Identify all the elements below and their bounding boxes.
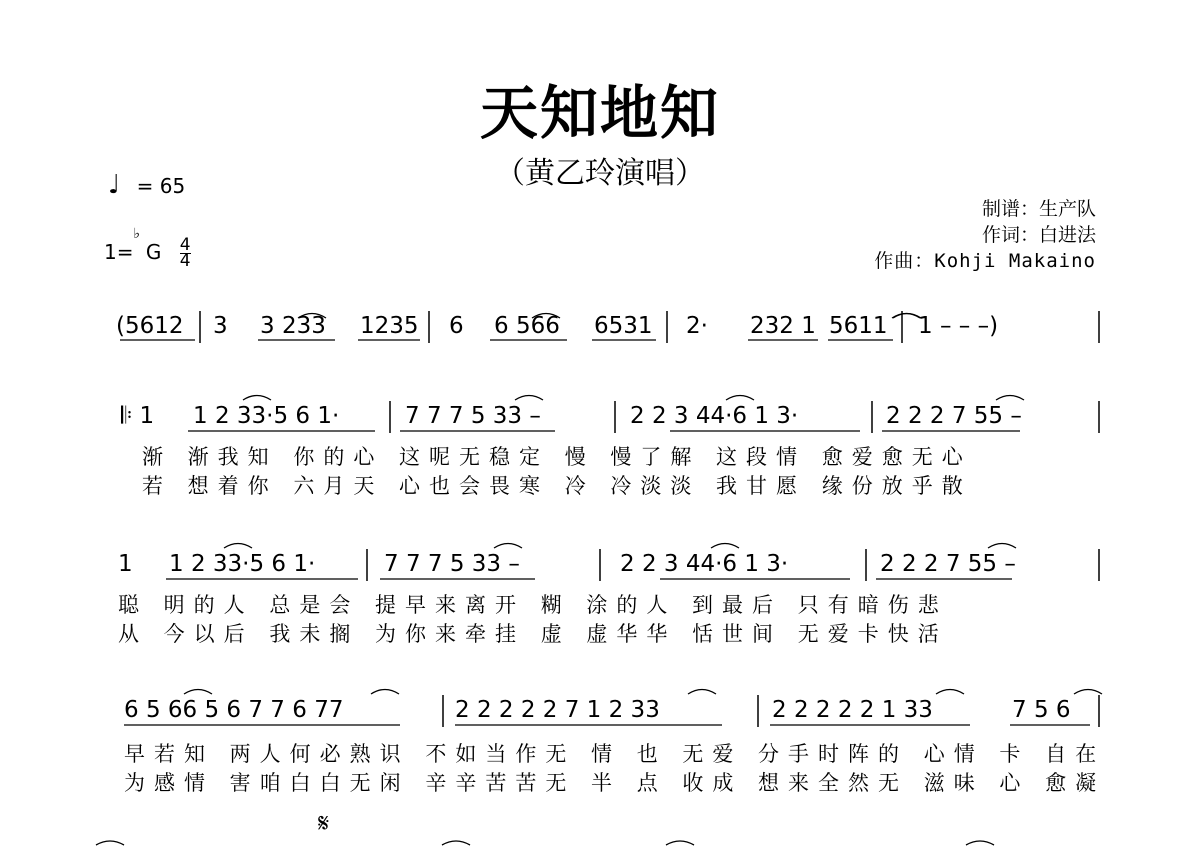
note-group: 1235 <box>360 313 419 339</box>
note-group: 2· <box>686 313 708 339</box>
tie-arc <box>996 396 1024 401</box>
tie-arc <box>936 690 964 695</box>
tie-arc <box>224 544 252 549</box>
note-group: 1 <box>118 551 133 577</box>
note-group: 2 2 3 44·6 1 3· <box>630 403 799 429</box>
note-group: 2 2 2 2 2 7 1 2 33 <box>455 697 660 723</box>
tie-arc <box>966 841 994 845</box>
credit-arranger: 制谱：生产队 <box>981 198 1096 220</box>
note-group: 3 233 <box>260 313 326 339</box>
tie-arc <box>96 841 124 845</box>
note-group: 𝄆 1 <box>121 403 155 429</box>
tie-arc <box>666 841 694 845</box>
key-prefix: 1= <box>104 240 134 264</box>
tie-arc <box>442 841 470 845</box>
tie-arc <box>988 544 1016 549</box>
credit-lyricist: 作词：白进法 <box>981 224 1096 246</box>
lyric-line: 渐 渐我知 你的心 这呢无稳定 慢 慢了解 这段情 愈爱愈无心 <box>142 445 972 469</box>
note-group: 6 <box>449 313 464 339</box>
credit-composer: 作曲：Kohji Makaino <box>874 250 1096 272</box>
note-group: 7 7 7 5 33 – <box>384 551 520 577</box>
note-group: 232 1 <box>750 313 816 339</box>
time-top: 4 <box>179 235 191 255</box>
note-group: 7 7 7 5 33 – <box>405 403 541 429</box>
tie-arc <box>371 690 399 695</box>
tie-arc <box>1074 690 1102 695</box>
tie-arc <box>688 690 716 695</box>
note-group: 5611 <box>829 313 888 339</box>
tempo-value: = 65 <box>136 174 186 198</box>
note-group: 1 2 33·5 6 1· <box>169 551 316 577</box>
performer-subtitle: （黄乙玲演唱） <box>495 156 705 191</box>
tie-arc <box>184 690 212 695</box>
note-group: 2 2 2 7 55 – <box>880 551 1016 577</box>
quarter-note-icon: ♩ <box>108 170 121 200</box>
note-group: 6 566 <box>494 313 560 339</box>
lyric-line: 若 想着你 六月天 心也会畏寒 冷 冷淡淡 我甘愿 缘份放乎散 <box>142 474 972 498</box>
note-group: 3 <box>213 313 228 339</box>
flat-sign-icon: ♭ <box>133 226 141 242</box>
note-group: 1 2 33·5 6 1· <box>193 403 340 429</box>
note-group: 6 5 66 5 6 7 7 6 77 <box>124 697 344 723</box>
lyric-line: 聪 明的人 总是会 提早来离开 糊 涂的人 到最后 只有暗伤悲 <box>118 593 948 617</box>
tie-arc <box>515 396 543 401</box>
note-group: 6531 <box>594 313 653 339</box>
note-group: 1 – – –) <box>918 313 999 339</box>
lyric-line: 从 今以后 我未搁 为你来牵挂 虚 虚华华 恬世间 无爱卡快活 <box>118 622 948 646</box>
note-group: 2 2 3 44·6 1 3· <box>620 551 789 577</box>
note-group: 2 2 2 2 2 1 33 <box>772 697 933 723</box>
key-note: G <box>145 240 162 264</box>
lyric-line: 早若知 两人何必熟识 不如当作无 情 也 无爱 分手时阵的 心情 卡 自在 <box>124 742 1106 766</box>
tie-arc <box>494 544 522 549</box>
tie-arc <box>726 396 754 401</box>
song-title: 天知地知 <box>479 79 720 147</box>
note-group: 2 2 2 7 55 – <box>886 403 1022 429</box>
segno-icon: 𝄋 <box>318 809 330 839</box>
note-group: 7 5 6 <box>1012 697 1071 723</box>
tie-arc <box>711 544 739 549</box>
tie-arc <box>243 396 271 401</box>
time-bottom: 4 <box>179 251 191 271</box>
note-group: (5612 <box>116 313 184 339</box>
lyric-line: 为感情 害咱白白无闲 辛辛苦苦无 半 点 收成 想来全然无 滋味 心 愈凝 <box>124 771 1106 795</box>
